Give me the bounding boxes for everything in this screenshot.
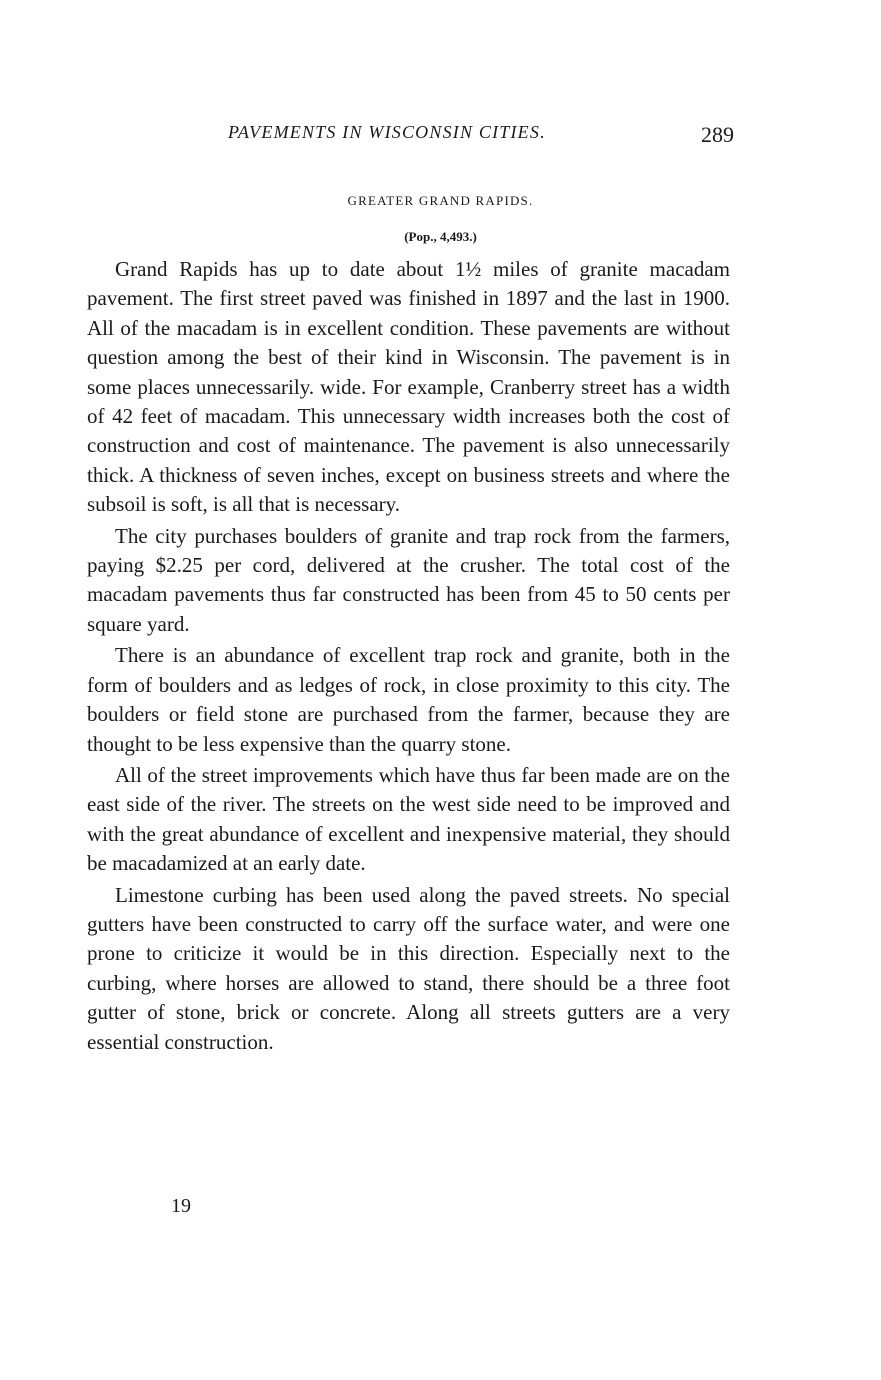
paragraph-5: Limestone curbing has been used along the paved streets. No special gutters have been constructed to carry off the surface water, and were one prone to criticize it would be in this direction. Especially next to the curbing, where horses are allowed to stand, there should be a three foot gutter of stone, brick or concrete. Along all streets gutters are a very essential construction. bbox=[87, 882, 730, 1054]
population-note: (Pop., 4,493.) bbox=[404, 229, 477, 244]
paragraph-1: Grand Rapids has up to date about 1½ miles of granite macadam pavement. The first street paved was finished in 1897 and the last in 1900. All of the macadam is in excellent condition. These pavements are without question among the best of their kind in Wisconsin. The pavement is in some places unnecessarily. wide. For example, Cranberry street has a width of 42 feet of macadam. This unnecessary width increases both the cost of construction and cost of maintenance. The pavement is also unnecessarily thick. A thickness of seven inches, except on business streets and where the subsoil is soft, is all that is necessary. bbox=[87, 257, 730, 517]
page-number: 289 bbox=[701, 122, 734, 147]
paragraph-3: There is an abundance of excellent trap rock and granite, both in the form of boulders and as ledges of rock, in close proximity to this city. The boulders or field stone are purchased from the farmer, because they are thought to be less expensive than the quarry stone. bbox=[87, 643, 730, 756]
signature-mark: 19 bbox=[171, 1195, 191, 1217]
running-title: PAVEMENTS IN WISCONSIN CITIES. bbox=[228, 122, 546, 142]
running-header bbox=[0, 120, 881, 150]
body-text bbox=[87, 255, 730, 1059]
section-title: GREATER GRAND RAPIDS. bbox=[347, 193, 534, 208]
paragraph-4: All of the street improvements which have thus far been made are on the east side of the river. The streets on the west side need to be improved and with the great abundance of excellent and inexpensive material, they should be macadamized at an early date. bbox=[87, 762, 730, 876]
paragraph-2: The city purchases boulders of granite and trap rock from the farmers, paying $2.25 per cord, delivered at the crusher. The total cost of the macadam pavements thus far constructed has been from 45 to 50 cents per square yard. bbox=[87, 523, 730, 636]
